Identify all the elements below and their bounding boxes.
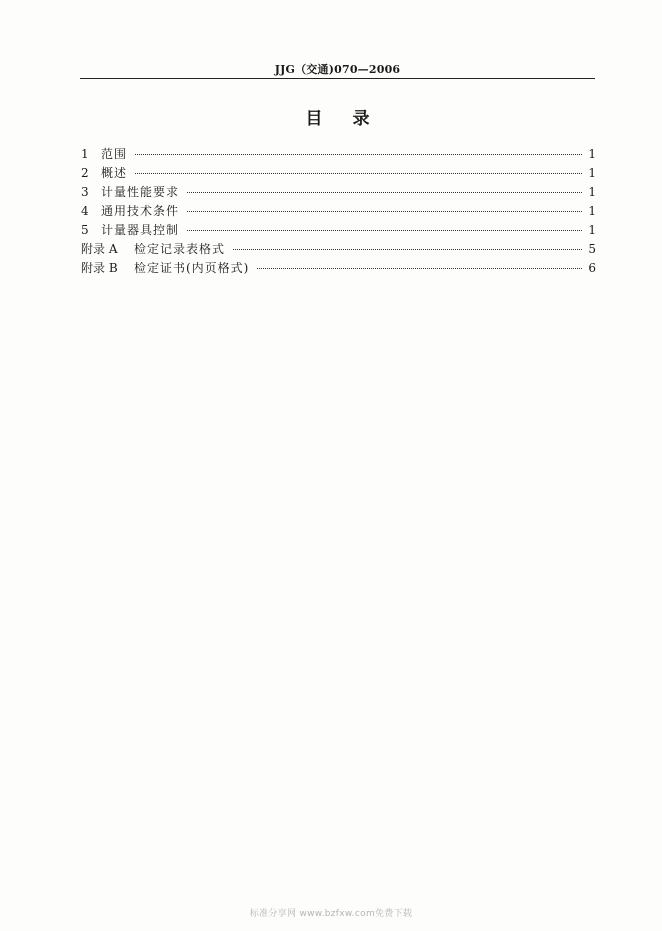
toc-entry-page: 1	[588, 223, 596, 237]
toc-entry-overview[interactable]	[81, 164, 596, 183]
header-rule	[80, 78, 595, 79]
toc-entry-label: 检定证书(内页格式)	[134, 261, 250, 275]
toc-entry-label: 计量器具控制	[101, 223, 180, 237]
toc-entry-scope[interactable]	[81, 145, 596, 164]
footer-watermark: 标准分享网 www.bzfxw.com免费下载	[249, 909, 413, 919]
toc-entry-label: 范围	[101, 147, 128, 161]
toc-title: 目录	[305, 109, 400, 129]
toc-entry-number: 3	[81, 185, 89, 199]
toc-entry-number: 2	[81, 166, 89, 180]
dot-leader	[187, 191, 582, 193]
dot-leader	[187, 210, 582, 212]
dot-leader	[233, 248, 582, 250]
toc-entry-page: 1	[588, 147, 596, 161]
toc-entry-number: 附录 B	[81, 261, 118, 275]
toc-entry-number: 5	[81, 223, 89, 237]
table-of-contents	[81, 145, 596, 278]
toc-entry-instrument-control[interactable]	[81, 221, 596, 240]
toc-entry-page: 1	[588, 166, 596, 180]
toc-entry-page: 6	[588, 261, 596, 275]
dot-leader	[135, 153, 582, 155]
toc-entry-appendix-b[interactable]	[81, 259, 596, 278]
toc-entry-number: 附录 A	[81, 242, 118, 256]
toc-entry-general-technical-conditions[interactable]	[81, 202, 596, 221]
toc-entry-label: 概述	[101, 166, 128, 180]
toc-entry-label: 计量性能要求	[101, 185, 180, 199]
toc-entry-label: 通用技术条件	[101, 204, 180, 218]
toc-entry-appendix-a[interactable]	[81, 240, 596, 259]
toc-entry-page: 5	[588, 242, 596, 256]
dot-leader	[187, 229, 582, 231]
toc-entry-page: 1	[588, 185, 596, 199]
toc-entry-label: 检定记录表格式	[134, 242, 226, 256]
toc-entry-number: 4	[81, 204, 89, 218]
toc-entry-number: 1	[81, 147, 89, 161]
dot-leader	[257, 267, 582, 269]
toc-entry-page: 1	[588, 204, 596, 218]
standard-code-header: JJG（交通)070—2006	[274, 63, 401, 76]
dot-leader	[135, 172, 582, 174]
toc-entry-metrological-requirements[interactable]	[81, 183, 596, 202]
